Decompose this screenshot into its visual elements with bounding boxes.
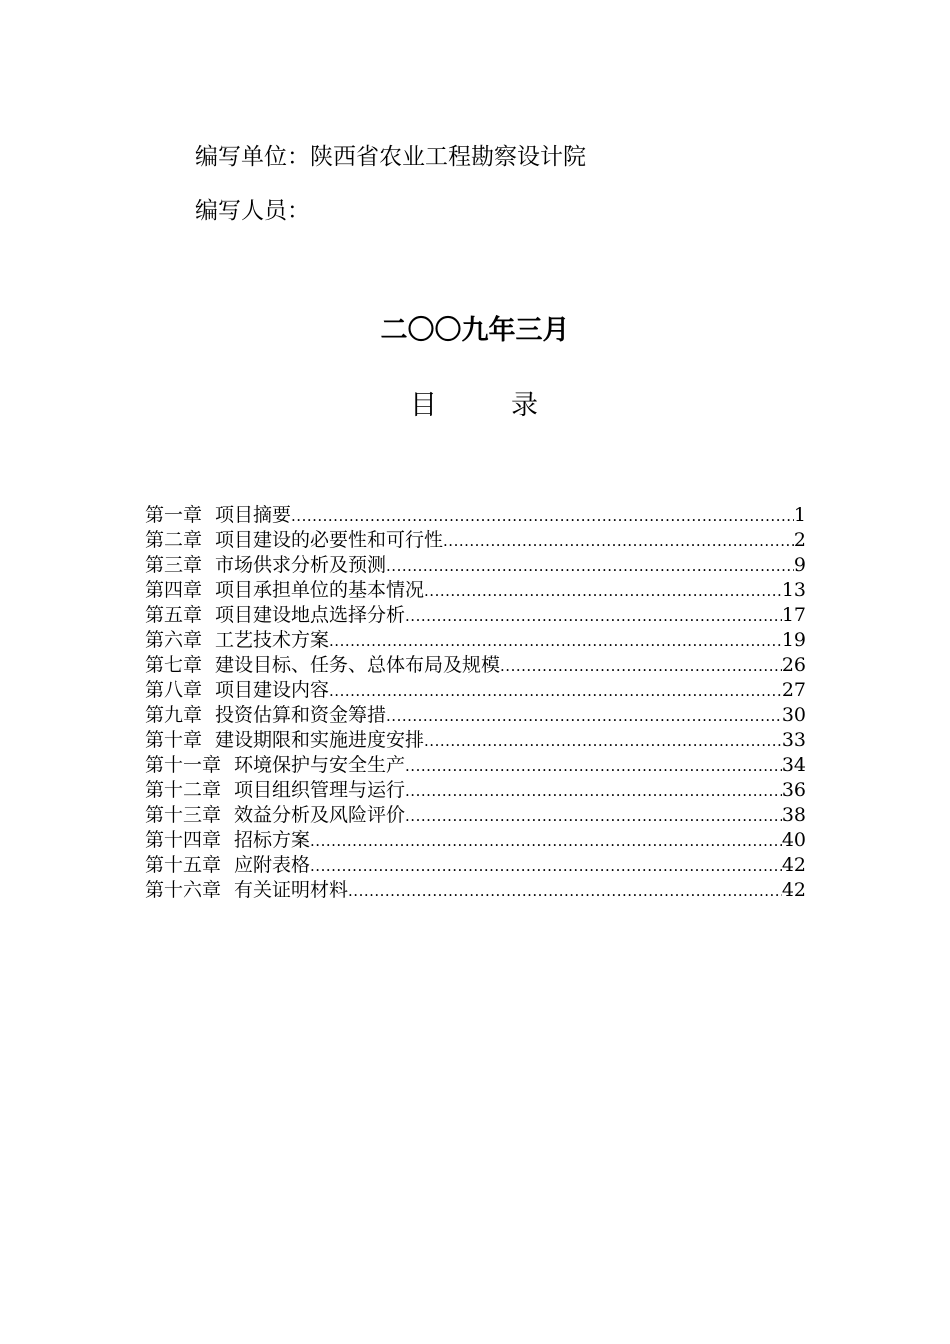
toc-chapter-number: 第二章 (145, 529, 203, 551)
toc-leader-dots (405, 754, 782, 778)
toc-page-number: 34 (781, 754, 806, 776)
toc-leader-dots (424, 579, 782, 603)
toc-chapter-number: 第十四章 (145, 829, 222, 851)
toc-entry[interactable] (145, 578, 806, 603)
toc-entry[interactable] (145, 628, 806, 653)
toc-chapter-title: 建设目标、任务、总体布局及规模 (215, 654, 501, 676)
toc-page-number: 2 (793, 529, 806, 551)
toc-chapter-number: 第十三章 (145, 804, 222, 826)
toc-entry[interactable] (145, 603, 806, 628)
toc-page-number: 33 (781, 729, 806, 751)
toc-leader-dots (500, 654, 782, 678)
toc-heading-left: 目 (410, 390, 439, 421)
toc-chapter-title: 项目摘要 (215, 504, 292, 526)
toc-chapter-number: 第十六章 (145, 879, 222, 901)
compilers-label: 编写人员： (195, 198, 310, 224)
compiling-unit-value: 陕西省农业工程勘察设计院 (310, 144, 586, 170)
toc-entry[interactable] (145, 678, 806, 703)
toc-chapter-title: 项目承担单位的基本情况 (215, 579, 425, 601)
toc-chapter-title: 招标方案 (234, 829, 311, 851)
toc-chapter-title: 项目建设地点选择分析 (215, 604, 406, 626)
toc-page-number: 36 (781, 779, 806, 801)
toc-page-number: 9 (793, 554, 806, 576)
toc-leader-dots (329, 629, 782, 653)
toc-heading-right: 录 (511, 390, 540, 421)
toc-page-number: 13 (781, 579, 806, 601)
toc-chapter-number: 第十一章 (145, 754, 222, 776)
toc-entry[interactable] (145, 828, 806, 853)
toc-page-number: 17 (781, 604, 806, 626)
toc-chapter-number: 第十五章 (145, 854, 222, 876)
toc-entry[interactable] (145, 653, 806, 678)
toc-page-number: 19 (781, 629, 806, 651)
document-date: 二〇〇九年三月 (380, 315, 570, 346)
toc-chapter-title: 应附表格 (234, 854, 311, 876)
toc-chapter-number: 第三章 (145, 554, 203, 576)
toc-page-number: 1 (793, 504, 806, 526)
toc-leader-dots (329, 679, 782, 703)
toc-entry[interactable] (145, 803, 806, 828)
toc-leader-dots (348, 879, 782, 903)
toc-leader-dots (405, 604, 782, 628)
toc-entry[interactable] (145, 778, 806, 803)
toc-entry[interactable] (145, 703, 806, 728)
toc-chapter-number: 第四章 (145, 579, 203, 601)
toc-entry[interactable] (145, 528, 806, 553)
toc-chapter-title: 项目建设的必要性和可行性 (215, 529, 444, 551)
toc-entry[interactable] (145, 503, 806, 528)
toc-leader-dots (310, 854, 782, 878)
compilers-line (195, 196, 310, 226)
toc-page-number: 30 (781, 704, 806, 726)
toc-chapter-number: 第八章 (145, 679, 203, 701)
toc-page-number: 38 (781, 804, 806, 826)
toc-chapter-title: 项目组织管理与运行 (234, 779, 406, 801)
toc-chapter-number: 第五章 (145, 604, 203, 626)
toc-page-number: 42 (781, 879, 806, 901)
toc-chapter-title: 市场供求分析及预测 (215, 554, 387, 576)
toc-leader-dots (386, 704, 782, 728)
toc-leader-dots (443, 529, 794, 553)
toc-leader-dots (405, 779, 782, 803)
toc-leader-dots (405, 804, 782, 828)
toc-chapter-number: 第十章 (145, 729, 203, 751)
toc-chapter-number: 第七章 (145, 654, 203, 676)
compiling-unit-label: 编写单位： (195, 144, 310, 170)
toc-entry[interactable] (145, 853, 806, 878)
toc-chapter-title: 效益分析及风险评价 (234, 804, 406, 826)
toc-page-number: 26 (781, 654, 806, 676)
toc-chapter-title: 建设期限和实施进度安排 (215, 729, 425, 751)
toc-page-number: 42 (781, 854, 806, 876)
toc-leader-dots (291, 504, 794, 528)
toc-chapter-number: 第一章 (145, 504, 203, 526)
toc-chapter-title: 投资估算和资金筹措 (215, 704, 387, 726)
table-of-contents (145, 503, 806, 903)
toc-chapter-title: 工艺技术方案 (215, 629, 330, 651)
toc-chapter-title: 环境保护与安全生产 (234, 754, 406, 776)
toc-chapter-number: 第九章 (145, 704, 203, 726)
toc-heading (0, 388, 950, 424)
toc-chapter-title: 有关证明材料 (234, 879, 349, 901)
toc-entry[interactable] (145, 878, 806, 903)
toc-entry[interactable] (145, 753, 806, 778)
toc-leader-dots (386, 554, 794, 578)
toc-entry[interactable] (145, 728, 806, 753)
compiling-unit-line (195, 142, 586, 172)
toc-page-number: 40 (781, 829, 806, 851)
toc-leader-dots (424, 729, 782, 753)
toc-chapter-number: 第十二章 (145, 779, 222, 801)
toc-entry[interactable] (145, 553, 806, 578)
toc-chapter-number: 第六章 (145, 629, 203, 651)
toc-leader-dots (310, 829, 782, 853)
toc-page-number: 27 (781, 679, 806, 701)
toc-chapter-title: 项目建设内容 (215, 679, 330, 701)
